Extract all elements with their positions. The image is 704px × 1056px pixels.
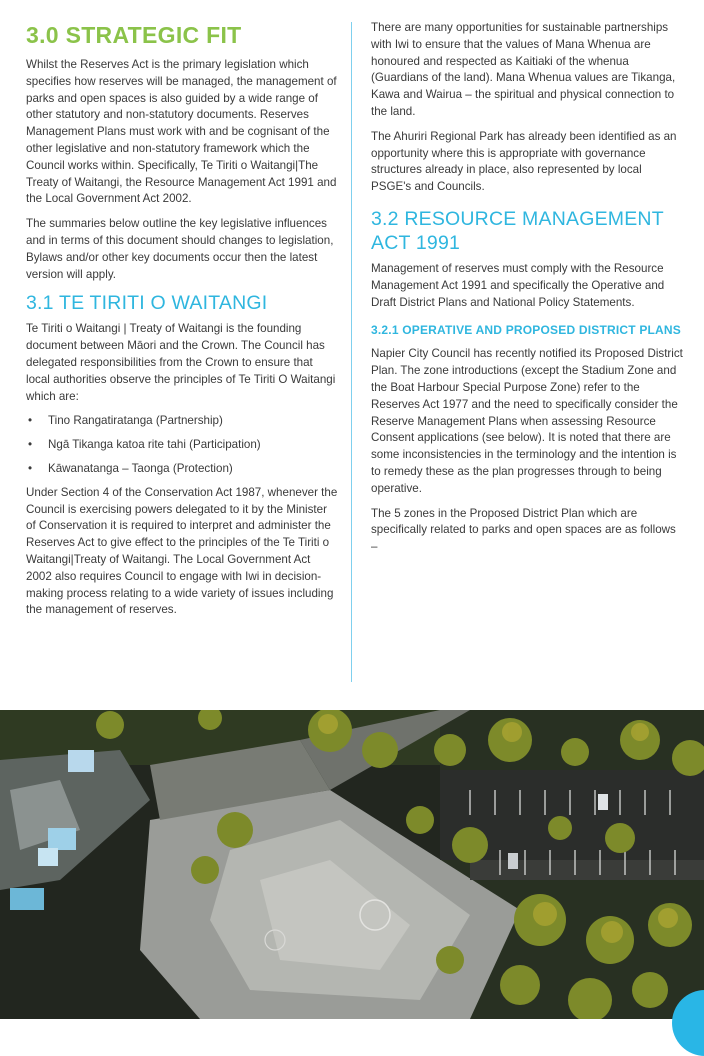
- column-divider: [351, 22, 352, 682]
- section-3-1-heading: 3.1 TE TIRITI O WAITANGI: [26, 292, 268, 315]
- conservation-act-paragraph: Under Section 4 of the Conservation Act 1987, whenever the Council is exercising powers delegated to it by the Minister of Conservation it is required to interpret and administer the Reserves Act to give effect to the principles of the Te Tiriti o Waitangi|Treaty of Waitangi. The Local Government Act 2002 also requires Council to engage with Iwi in decision-making process relating to a wide variety of issues including the management of reserves.: [26, 485, 338, 617]
- treaty-paragraph: Te Tiriti o Waitangi | Treaty of Waitangi is the founding document between Māori and the Crown. The Council has delegated responsibilities from the Crown to ensure that local authorities observe the principles of Te Tiriti O Waitangi which are:: [26, 322, 336, 403]
- aerial-park-photo: [0, 710, 704, 1019]
- principles-list: [26, 413, 338, 477]
- intro-paragraph: Whilst the Reserves Act is the primary legislation which specifies how reserves will be managed, the management of parks and open spaces is also guided by a wide range of other statutory and non-statutory documents. Reserves Management Plans must work with and be cognisant of the other legislative and non-statutory framework which the Council works within. Specifically, Te Tiriti o Waitangi|The Treaty of Waitangi, the Resource Management Act 1991 and the Local Government Act 2002.: [26, 58, 337, 206]
- district-plan-paragraph: Napier City Council has recently notified its Proposed District Plan. The zone introductions (except the Stadium Zone and the Boat Harbour Special Purpose Zone) refer to the Reserves Act 1977 and the need to specifically consider the Reserve Management Plans when assessing Resource Consent applications (see below). It is noted that there are some inconsistencies in the terminology and the intention is to remedy these as the plan progresses through to being operative.: [371, 347, 683, 495]
- ahuriri-paragraph: The Ahuriri Regional Park has already been identified as an opportunity where this is appropriate with governance structures already in place, also represented by local PSGE's and Councils.: [371, 129, 677, 194]
- section-3-2-heading: 3.2 RESOURCE MANAGEMENT ACT 1991: [371, 207, 664, 254]
- list-item: • Tino Rangatiratanga (Partnership): [26, 413, 338, 430]
- section-3-2-1-heading: 3.2.1 OPERATIVE AND PROPOSED DISTRICT PLANS: [371, 323, 681, 338]
- rma-paragraph: Management of reserves must comply with the Resource Management Act 1991 and specifically the Operative and Draft District Plans and National Policy Statements.: [371, 261, 665, 309]
- zones-paragraph: The 5 zones in the Proposed District Plan which are specifically related to parks and open spaces are as follows –: [371, 506, 676, 554]
- list-item: • Ngā Tikanga katoa rite tahi (Participation): [26, 437, 338, 454]
- right-column: [371, 20, 683, 564]
- iwi-partnerships-paragraph: There are many opportunities for sustainable partnerships with Iwi to ensure that the values of Mana Whenua are honoured and respected as Kaitiaki of the whenua (Guardians of the land). Mana Whenua values are Tikanga, Kawa and Wairua – the spiritual and physical connection to the land.: [371, 21, 676, 118]
- summaries-paragraph: The summaries below outline the key legislative influences and in terms of this document should changes to legislation, Bylaws and/or other key documents occur then the latest version will apply.: [26, 217, 334, 281]
- list-item: • Kāwanatanga – Taonga (Protection): [26, 461, 338, 478]
- section-3-0-heading: 3.0 STRATEGIC FIT: [26, 22, 242, 48]
- left-column: [26, 20, 338, 627]
